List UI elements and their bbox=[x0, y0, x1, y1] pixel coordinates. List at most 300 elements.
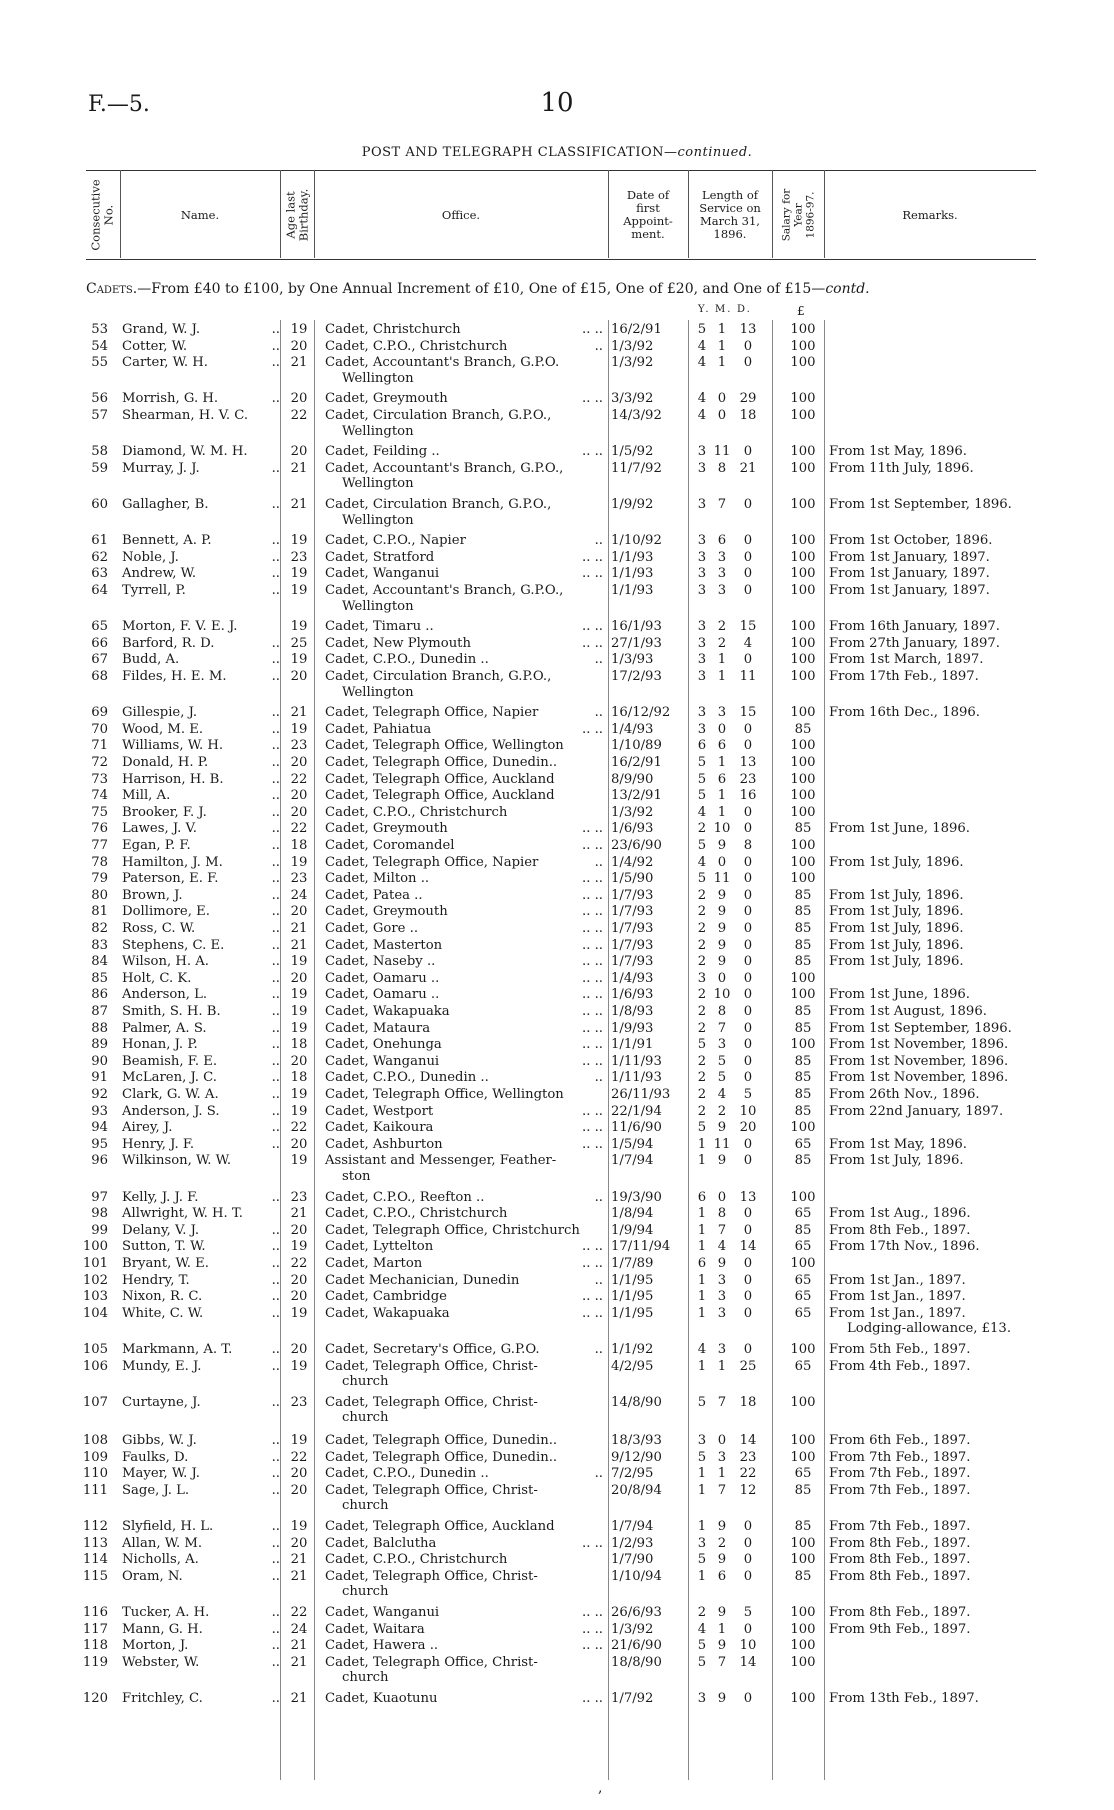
row-office-dots: .. .. bbox=[582, 954, 603, 970]
row-service-days: 0 bbox=[743, 566, 753, 582]
row-service-days: 13 bbox=[739, 322, 757, 337]
row-service-years: 2 bbox=[697, 937, 707, 953]
row-service-months: 1 bbox=[717, 1358, 727, 1374]
row-remarks: From 1st August, 1896. bbox=[829, 1004, 987, 1019]
row-remarks: From 8th Feb., 1897. bbox=[829, 1605, 971, 1620]
row-service-months: 9 bbox=[717, 921, 727, 936]
table-header bbox=[86, 170, 1036, 260]
row-leader-dots: .. bbox=[271, 1519, 280, 1534]
row-remarks: From 8th Feb., 1897. bbox=[829, 1568, 971, 1584]
row-service-years: 5 bbox=[697, 1037, 707, 1053]
unit-years: Y. bbox=[698, 304, 711, 315]
row-remarks: From 22nd January, 1897. bbox=[829, 1103, 1004, 1119]
row-salary: 100 bbox=[790, 1342, 816, 1357]
row-name: Bennett, A. P. bbox=[122, 533, 212, 549]
row-office: Cadet, Marton bbox=[325, 1256, 423, 1271]
row-service-years: 2 bbox=[697, 1087, 707, 1102]
row-age: 18 bbox=[290, 1070, 308, 1086]
row-salary: 65 bbox=[794, 1239, 812, 1255]
row-office-dots: .. .. bbox=[582, 721, 603, 737]
row-office: Cadet, Oamaru .. bbox=[325, 970, 440, 986]
row-service-days: 0 bbox=[743, 1053, 753, 1069]
row-salary: 85 bbox=[794, 1053, 812, 1069]
row-office-dots: .. .. bbox=[582, 322, 603, 337]
row-service-months: 0 bbox=[717, 391, 727, 407]
row-appointment-date: 19/3/90 bbox=[611, 1189, 662, 1205]
row-service-months: 9 bbox=[717, 838, 727, 853]
row-leader-dots: .. bbox=[271, 854, 280, 870]
row-remarks: From 17th Nov., 1896. bbox=[829, 1239, 980, 1255]
row-name: Beamish, F. E. bbox=[122, 1053, 218, 1069]
page-title bbox=[0, 145, 1114, 160]
table-row bbox=[0, 772, 1114, 788]
row-salary: 100 bbox=[790, 1449, 816, 1465]
table-row bbox=[0, 705, 1114, 721]
row-salary: 100 bbox=[790, 804, 816, 820]
row-remarks: From 7th Feb., 1897. bbox=[829, 1466, 971, 1482]
table-row bbox=[0, 1190, 1114, 1206]
row-name: Holt, C. K. bbox=[122, 970, 192, 986]
row-service-years: 1 bbox=[697, 1519, 707, 1534]
row-salary: 100 bbox=[790, 1621, 816, 1637]
row-office-dots: .. .. bbox=[582, 1239, 603, 1255]
row-service-years: 4 bbox=[697, 338, 707, 354]
row-age: 19 bbox=[290, 954, 308, 970]
row-name: Shearman, H. V. C. bbox=[122, 408, 249, 423]
row-appointment-date: 26/6/93 bbox=[611, 1605, 662, 1620]
row-service-months: 0 bbox=[717, 408, 727, 423]
row-office: Cadet, Wakapuaka bbox=[325, 1004, 450, 1019]
row-service-days: 0 bbox=[743, 1070, 753, 1086]
row-office-dots: .. .. bbox=[582, 566, 603, 582]
row-leader-dots: .. bbox=[271, 1020, 280, 1036]
row-age: 22 bbox=[290, 821, 308, 837]
row-salary: 65 bbox=[794, 1136, 812, 1152]
row-service-months: 8 bbox=[717, 460, 727, 476]
row-office-dots: .. .. bbox=[582, 937, 603, 953]
row-office: Cadet, Timaru .. bbox=[325, 619, 434, 635]
row-salary: 100 bbox=[790, 391, 816, 407]
row-age: 21 bbox=[290, 1638, 308, 1654]
row-number: 65 bbox=[91, 619, 108, 635]
row-name: Bryant, W. E. bbox=[122, 1256, 209, 1271]
row-number: 58 bbox=[91, 444, 108, 460]
row-number: 87 bbox=[91, 1004, 108, 1019]
table-row bbox=[0, 1519, 1114, 1535]
row-age: 22 bbox=[290, 408, 308, 423]
row-service-months: 1 bbox=[717, 338, 727, 354]
header-rule bbox=[772, 170, 773, 258]
row-number: 62 bbox=[91, 549, 108, 565]
row-service-days: 0 bbox=[743, 1206, 753, 1222]
table-row bbox=[0, 805, 1114, 821]
row-appointment-date: 14/8/90 bbox=[611, 1394, 662, 1410]
row-office: Cadet, Wakapuaka bbox=[325, 1305, 450, 1321]
row-service-days: 29 bbox=[739, 391, 757, 407]
row-name: Ross, C. W. bbox=[122, 921, 196, 936]
row-service-days: 0 bbox=[743, 804, 753, 820]
row-service-days: 0 bbox=[743, 954, 753, 970]
row-remarks: From 1st July, 1896. bbox=[829, 1153, 964, 1169]
row-appointment-date: 21/6/90 bbox=[611, 1638, 662, 1654]
row-salary: 100 bbox=[790, 1552, 816, 1568]
row-remarks: From 16th Dec., 1896. bbox=[829, 705, 980, 721]
row-name: Anderson, J. S. bbox=[122, 1103, 220, 1119]
row-office: Cadet, C.P.O., Christchurch bbox=[325, 338, 508, 354]
row-service-years: 4 bbox=[697, 391, 707, 407]
table-row bbox=[0, 838, 1114, 854]
row-age: 19 bbox=[290, 619, 308, 635]
row-remarks: From 5th Feb., 1897. bbox=[829, 1342, 971, 1357]
section-heading bbox=[86, 281, 1046, 297]
row-name: Williams, W. H. bbox=[122, 738, 224, 754]
row-service-months: 3 bbox=[717, 1342, 727, 1357]
row-office: Cadet, Kaikoura bbox=[325, 1120, 434, 1136]
row-service-days: 14 bbox=[739, 1239, 757, 1255]
header-remarks: Remarks. bbox=[902, 207, 958, 222]
row-salary: 100 bbox=[790, 871, 816, 887]
row-leader-dots: .. bbox=[271, 1482, 280, 1498]
row-number: 96 bbox=[91, 1153, 108, 1169]
table-row bbox=[0, 855, 1114, 871]
row-service-days: 12 bbox=[739, 1482, 757, 1498]
row-appointment-date: 1/11/93 bbox=[611, 1070, 662, 1086]
row-name: Morrish, G. H. bbox=[122, 391, 219, 407]
row-name: Palmer, A. S. bbox=[122, 1020, 207, 1036]
row-remarks: From 1st July, 1896. bbox=[829, 887, 964, 903]
row-age: 23 bbox=[290, 738, 308, 754]
row-appointment-date: 1/3/93 bbox=[611, 652, 654, 668]
row-number: 102 bbox=[82, 1272, 108, 1288]
row-age: 21 bbox=[290, 1568, 308, 1584]
row-service-months: 3 bbox=[717, 1272, 727, 1288]
row-office-dots: .. .. bbox=[582, 1256, 603, 1271]
row-service-years: 1 bbox=[697, 1482, 707, 1498]
row-service-years: 6 bbox=[697, 1256, 707, 1271]
row-leader-dots: .. bbox=[271, 1037, 280, 1053]
row-service-years: 1 bbox=[697, 1568, 707, 1584]
row-remarks: From 27th January, 1897. bbox=[829, 635, 1000, 651]
row-appointment-date: 17/2/93 bbox=[611, 669, 662, 684]
row-salary: 100 bbox=[790, 322, 816, 337]
row-number: 91 bbox=[91, 1070, 108, 1086]
row-name: Fildes, H. E. M. bbox=[122, 669, 227, 684]
row-service-months: 8 bbox=[717, 1004, 727, 1019]
row-number: 56 bbox=[91, 391, 108, 407]
row-leader-dots: .. bbox=[271, 566, 280, 582]
row-appointment-date: 16/12/92 bbox=[611, 705, 671, 721]
row-service-years: 3 bbox=[697, 566, 707, 582]
row-service-years: 3 bbox=[697, 619, 707, 635]
row-name: Gallagher, B. bbox=[122, 497, 209, 512]
row-appointment-date: 20/8/94 bbox=[611, 1482, 662, 1498]
row-name: Wood, M. E. bbox=[122, 721, 204, 737]
row-leader-dots: .. bbox=[271, 1239, 280, 1255]
row-salary: 100 bbox=[790, 1394, 816, 1410]
row-office: Cadet, Telegraph Office, Wellington bbox=[325, 1087, 564, 1102]
row-age: 19 bbox=[290, 583, 308, 598]
row-number: 90 bbox=[91, 1053, 108, 1069]
table-row bbox=[0, 1342, 1114, 1358]
table-row bbox=[0, 444, 1114, 460]
row-office: Cadet, Waitara bbox=[325, 1621, 425, 1637]
table-row bbox=[0, 821, 1114, 837]
row-leader-dots: .. bbox=[271, 1222, 280, 1238]
row-service-years: 1 bbox=[697, 1289, 707, 1305]
row-service-years: 1 bbox=[697, 1222, 707, 1238]
row-office-continued: Wellington bbox=[342, 370, 414, 386]
row-salary: 65 bbox=[794, 1289, 812, 1305]
row-salary: 85 bbox=[794, 1020, 812, 1036]
row-leader-dots: .. bbox=[271, 821, 280, 837]
row-service-years: 1 bbox=[697, 1272, 707, 1288]
row-service-months: 3 bbox=[717, 1449, 727, 1465]
table-row bbox=[0, 497, 1114, 513]
row-salary: 100 bbox=[790, 497, 816, 512]
row-remarks: From 1st May, 1896. bbox=[829, 444, 967, 460]
row-appointment-date: 27/1/93 bbox=[611, 635, 662, 651]
row-salary: 100 bbox=[790, 738, 816, 754]
row-service-months: 3 bbox=[717, 705, 727, 721]
row-office: Cadet, Gore .. bbox=[325, 921, 419, 936]
row-service-months: 6 bbox=[717, 533, 727, 549]
row-service-days: 0 bbox=[743, 987, 753, 1003]
row-service-days: 0 bbox=[743, 921, 753, 936]
row-age: 22 bbox=[290, 1605, 308, 1620]
header-office: Office. bbox=[441, 207, 481, 222]
row-number: 66 bbox=[91, 635, 108, 651]
table-row bbox=[0, 619, 1114, 635]
row-office: Cadet, Secretary's Office, G.P.O. bbox=[325, 1342, 540, 1357]
row-name: Mayer, W. J. bbox=[122, 1466, 200, 1482]
row-service-months: 9 bbox=[717, 1153, 727, 1169]
row-remarks: From 8th Feb., 1897. bbox=[829, 1552, 971, 1568]
row-number: 119 bbox=[82, 1654, 108, 1670]
row-age: 20 bbox=[290, 1289, 308, 1305]
row-number: 80 bbox=[91, 887, 108, 903]
row-name: Paterson, E. F. bbox=[122, 871, 219, 887]
table-row bbox=[0, 1256, 1114, 1272]
row-leader-dots: .. bbox=[271, 904, 280, 920]
row-office: Cadet, Circulation Branch, G.P.O., bbox=[325, 669, 552, 684]
row-service-years: 5 bbox=[697, 1394, 707, 1410]
table-row bbox=[0, 888, 1114, 904]
row-age: 21 bbox=[290, 1654, 308, 1670]
row-service-days: 0 bbox=[743, 887, 753, 903]
row-service-days: 23 bbox=[739, 1449, 757, 1465]
row-service-years: 2 bbox=[697, 1004, 707, 1019]
row-remarks: From 1st November, 1896. bbox=[829, 1053, 1009, 1069]
row-office: Cadet, Telegraph Office, Christchurch bbox=[325, 1222, 580, 1238]
row-service-days: 0 bbox=[743, 652, 753, 668]
row-number: 69 bbox=[91, 705, 108, 721]
row-service-months: 9 bbox=[717, 1638, 727, 1654]
row-name: Faulks, D. bbox=[122, 1449, 189, 1465]
row-office: Cadet, Telegraph Office, Auckland bbox=[325, 771, 555, 787]
row-office-dots: .. .. bbox=[582, 904, 603, 920]
row-office: Cadet, Telegraph Office, Dunedin.. bbox=[325, 1433, 558, 1448]
row-appointment-date: 1/7/93 bbox=[611, 954, 654, 970]
row-service-days: 18 bbox=[739, 1394, 757, 1410]
row-office: Cadet, Naseby .. bbox=[325, 954, 436, 970]
row-age: 19 bbox=[290, 1020, 308, 1036]
row-name: Nicholls, A. bbox=[122, 1552, 199, 1568]
row-service-days: 0 bbox=[743, 1272, 753, 1288]
row-office-dots: .. bbox=[594, 705, 603, 721]
row-salary: 85 bbox=[794, 1568, 812, 1584]
row-age: 20 bbox=[290, 669, 308, 684]
row-service-years: 3 bbox=[697, 460, 707, 476]
row-number: 79 bbox=[91, 871, 108, 887]
row-name: Anderson, L. bbox=[122, 987, 208, 1003]
row-remarks: From 1st November, 1896. bbox=[829, 1070, 1009, 1086]
row-service-months: 8 bbox=[717, 1206, 727, 1222]
row-name: Morton, F. V. E. J. bbox=[122, 619, 238, 635]
row-number: 68 bbox=[91, 669, 108, 684]
table-row bbox=[0, 1273, 1114, 1289]
row-office: Cadet, Oamaru .. bbox=[325, 987, 440, 1003]
header-length: Length of Service on March 31, 1896. bbox=[699, 188, 761, 241]
row-service-days: 0 bbox=[743, 1222, 753, 1238]
row-name: Budd, A. bbox=[122, 652, 180, 668]
row-office-dots: .. bbox=[594, 854, 603, 870]
row-salary: 85 bbox=[794, 887, 812, 903]
table-row bbox=[0, 1536, 1114, 1552]
row-salary: 100 bbox=[790, 1691, 816, 1706]
row-office-dots: .. .. bbox=[582, 1621, 603, 1637]
row-service-years: 1 bbox=[697, 1153, 707, 1169]
row-salary: 85 bbox=[794, 1070, 812, 1086]
row-remarks: From 1st September, 1896. bbox=[829, 497, 1012, 512]
row-name: Wilson, H. A. bbox=[122, 954, 209, 970]
row-service-months: 2 bbox=[717, 1535, 727, 1551]
row-appointment-date: 1/4/93 bbox=[611, 721, 654, 737]
row-number: 77 bbox=[91, 838, 108, 853]
row-leader-dots: .. bbox=[271, 460, 280, 476]
row-salary: 100 bbox=[790, 771, 816, 787]
row-age: 21 bbox=[290, 355, 308, 371]
row-remarks: From 1st January, 1897. bbox=[829, 566, 990, 582]
row-leader-dots: .. bbox=[271, 871, 280, 887]
row-number: 108 bbox=[82, 1433, 108, 1448]
row-leader-dots: .. bbox=[271, 1358, 280, 1374]
table-row bbox=[0, 1450, 1114, 1466]
row-office: Cadet, Milton .. bbox=[325, 871, 430, 887]
row-name: Sage, J. L. bbox=[122, 1482, 190, 1498]
row-appointment-date: 11/6/90 bbox=[611, 1120, 662, 1136]
row-service-years: 2 bbox=[697, 987, 707, 1003]
row-leader-dots: .. bbox=[271, 1691, 280, 1706]
row-number: 70 bbox=[91, 721, 108, 737]
row-remarks: From 7th Feb., 1897. bbox=[829, 1519, 971, 1534]
row-leader-dots: .. bbox=[271, 1087, 280, 1102]
row-salary: 100 bbox=[790, 355, 816, 371]
row-salary: 100 bbox=[790, 533, 816, 549]
row-name: Allan, W. M. bbox=[122, 1535, 203, 1551]
row-salary: 65 bbox=[794, 1305, 812, 1321]
table-row bbox=[0, 987, 1114, 1003]
row-name: McLaren, J. C. bbox=[122, 1070, 217, 1086]
row-leader-dots: .. bbox=[271, 355, 280, 371]
row-age: 20 bbox=[290, 1466, 308, 1482]
row-office: Cadet, Telegraph Office, Auckland bbox=[325, 1519, 555, 1534]
row-service-days: 0 bbox=[743, 497, 753, 512]
row-service-months: 3 bbox=[717, 583, 727, 598]
row-appointment-date: 23/6/90 bbox=[611, 838, 662, 853]
row-service-years: 2 bbox=[697, 1070, 707, 1086]
row-number: 93 bbox=[91, 1103, 108, 1119]
row-salary: 100 bbox=[790, 444, 816, 460]
row-age: 21 bbox=[290, 497, 308, 512]
row-office: Cadet, Onehunga bbox=[325, 1037, 442, 1053]
row-age: 21 bbox=[290, 1552, 308, 1568]
row-service-years: 5 bbox=[697, 1638, 707, 1654]
row-office-dots: .. .. bbox=[582, 444, 603, 460]
table-row bbox=[0, 1070, 1114, 1086]
row-number: 107 bbox=[82, 1394, 108, 1410]
row-office: Cadet Mechanician, Dunedin bbox=[325, 1272, 520, 1288]
row-name: Hamilton, J. M. bbox=[122, 854, 223, 870]
row-appointment-date: 1/2/93 bbox=[611, 1535, 654, 1551]
row-service-years: 2 bbox=[697, 1605, 707, 1620]
row-name: Andrew, W. bbox=[122, 566, 197, 582]
row-leader-dots: .. bbox=[271, 1552, 280, 1568]
row-appointment-date: 1/5/92 bbox=[611, 444, 654, 460]
row-appointment-date: 1/1/92 bbox=[611, 1342, 654, 1357]
table-row bbox=[0, 566, 1114, 582]
row-service-days: 0 bbox=[743, 1342, 753, 1357]
row-office-dots: .. bbox=[594, 1189, 603, 1205]
row-service-days: 15 bbox=[739, 619, 757, 635]
row-name: Grand, W. J. bbox=[122, 322, 201, 337]
row-salary: 100 bbox=[790, 854, 816, 870]
row-number: 86 bbox=[91, 987, 108, 1003]
row-office-continued: church bbox=[342, 1498, 389, 1514]
row-remarks: From 1st Aug., 1896. bbox=[829, 1206, 971, 1222]
row-service-days: 0 bbox=[743, 533, 753, 549]
row-age: 20 bbox=[290, 338, 308, 354]
row-office-dots: .. .. bbox=[582, 1020, 603, 1036]
row-office-dots: .. .. bbox=[582, 1004, 603, 1019]
row-office-dots: .. bbox=[594, 1466, 603, 1482]
row-leader-dots: .. bbox=[271, 771, 280, 787]
row-office-dots: .. .. bbox=[582, 1605, 603, 1620]
row-office-dots: .. .. bbox=[582, 549, 603, 565]
row-number: 106 bbox=[82, 1358, 108, 1374]
row-age: 20 bbox=[290, 1222, 308, 1238]
row-leader-dots: .. bbox=[271, 1004, 280, 1019]
row-appointment-date: 1/6/93 bbox=[611, 987, 654, 1003]
title-main: POST AND TELEGRAPH CLASSIFICATION bbox=[361, 145, 665, 160]
row-appointment-date: 1/3/92 bbox=[611, 338, 654, 354]
row-appointment-date: 1/1/95 bbox=[611, 1272, 654, 1288]
header-rule bbox=[280, 170, 281, 258]
row-number: 57 bbox=[91, 408, 108, 423]
table-row bbox=[0, 1087, 1114, 1103]
row-age: 20 bbox=[290, 788, 308, 804]
row-office-continued: church bbox=[342, 1410, 389, 1426]
row-leader-dots: .. bbox=[271, 705, 280, 721]
row-salary: 100 bbox=[790, 583, 816, 598]
row-service-months: 1 bbox=[717, 1621, 727, 1637]
header-age: Age last Birthday. bbox=[283, 188, 310, 242]
unit-months: M. bbox=[715, 304, 733, 315]
row-leader-dots: .. bbox=[271, 322, 280, 337]
header-rule bbox=[608, 170, 609, 258]
row-office: Cadet, Lyttelton bbox=[325, 1239, 434, 1255]
row-service-months: 1 bbox=[717, 355, 727, 371]
row-service-years: 5 bbox=[697, 838, 707, 853]
